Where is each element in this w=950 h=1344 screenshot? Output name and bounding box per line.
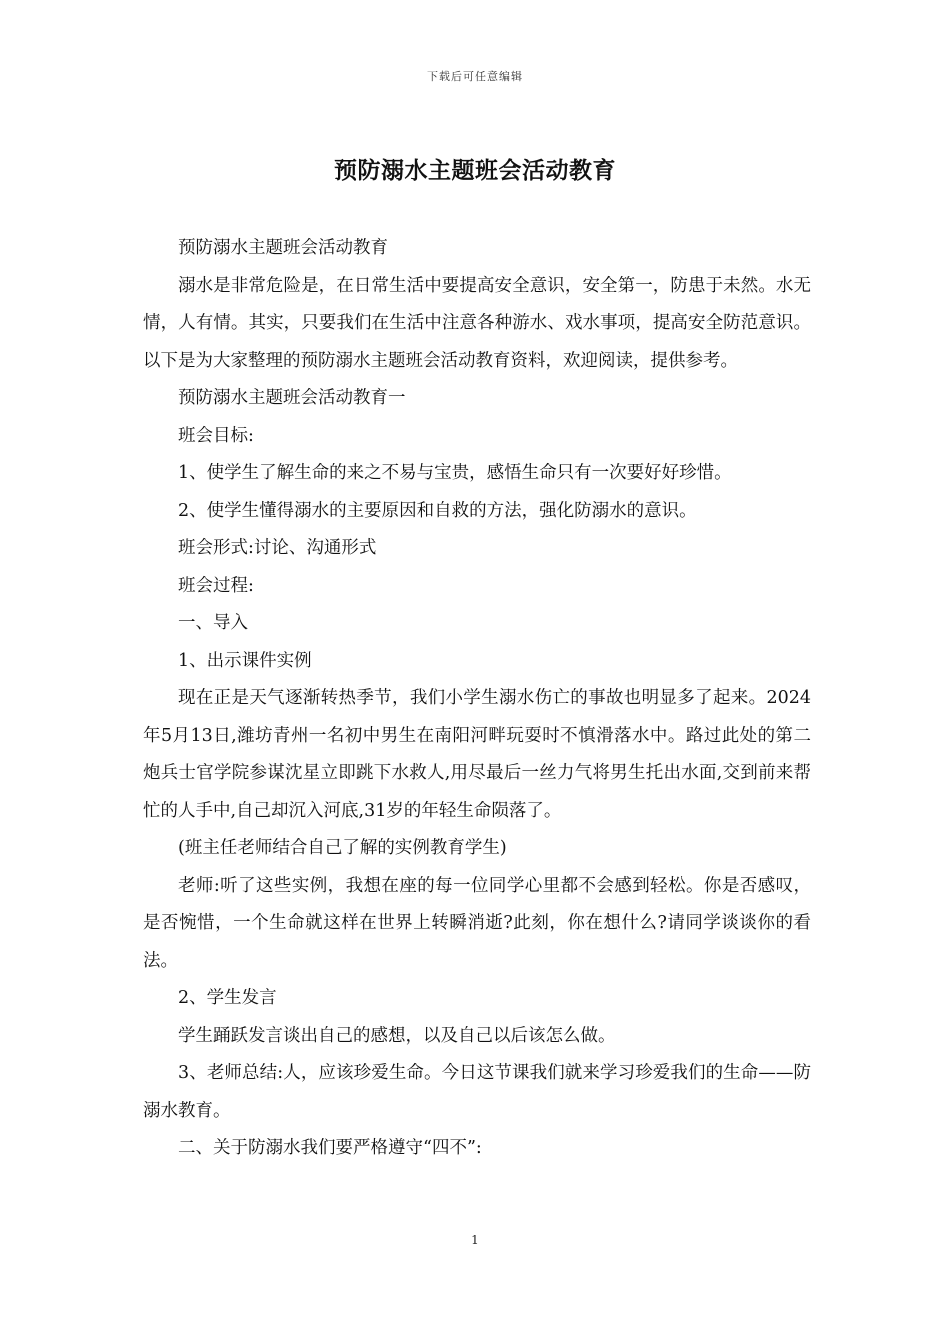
paragraph-intro: 溺水是非常危险是，在日常生活中要提高安全意识，安全第一，防患于未然。水无情，人有情。其实，只要我们在生活中注意各种游水、戏水事项，提高安全防范意识。以下是为大家整理的预防溺水主题班会活动教育资料，欢迎阅读，提供参考。 [143,275,811,371]
paragraph-student-speech: 学生踊跃发言谈出自己的感想，以及自己以后该怎么做。 [178,1025,616,1046]
paragraph-teacher-summary: 3、老师总结:人，应该珍爱生命。今日这节课我们就来学习珍爱我们的生命——防溺水教育。 [143,1063,811,1121]
header-note: 下载后可任意编辑 [427,70,523,83]
paragraph-goal-heading: 班会目标: [178,425,254,446]
document-title: 预防溺水主题班会活动教育 [334,157,616,184]
paragraph-four-rules-heading: 二、关于防溺水我们要严格遵守“四不”: [178,1138,482,1158]
paragraph-subtitle: 预防溺水主题班会活动教育 [178,238,388,258]
paragraph-process-heading: 班会过程: [178,575,254,596]
paragraph-example-story: 现在正是天气逐渐转热季节，我们小学生溺水伤亡的事故也明显多了起来。2024年5月13日,潍坊青州一名初中男生在南阳河畔玩耍时不慎滑落水中。路过此处的第二炮兵士官学院参谋沈星立即跳下水救人,用尽最后一丝力气将男生托出水面,交到前来帮忙的人手中,自己却沉入河底,31岁的年轻生命陨落了。 [143,688,811,821]
paragraph-goal-2: 2、使学生懂得溺水的主要原因和自救的方法，强化防溺水的意识。 [178,500,697,521]
paragraph-section-one-title: 预防溺水主题班会活动教育一 [178,388,406,408]
paragraph-form: 班会形式:讨论、沟通形式 [178,538,377,558]
paragraph-student-speech-heading: 2、学生发言 [178,988,277,1008]
paragraph-teacher-question: 老师:听了这些实例，我想在座的每一位同学心里都不会感到轻松。你是否感叹，是否惋惜，一个生命就这样在世界上转瞬消逝?此刻，你在想什么?请同学谈谈你的看法。 [143,875,811,971]
paragraph-teacher-note: (班主任老师结合自己了解的实例教育学生) [178,838,507,858]
paragraph-show-examples: 1、出示课件实例 [178,650,312,671]
paragraph-goal-1: 1、使学生了解生命的来之不易与宝贵，感悟生命只有一次要好好珍惜。 [178,463,732,483]
page-number: 1 [471,1233,479,1247]
document-body [143,230,811,1168]
paragraph-intro-step: 一、导入 [178,613,248,633]
